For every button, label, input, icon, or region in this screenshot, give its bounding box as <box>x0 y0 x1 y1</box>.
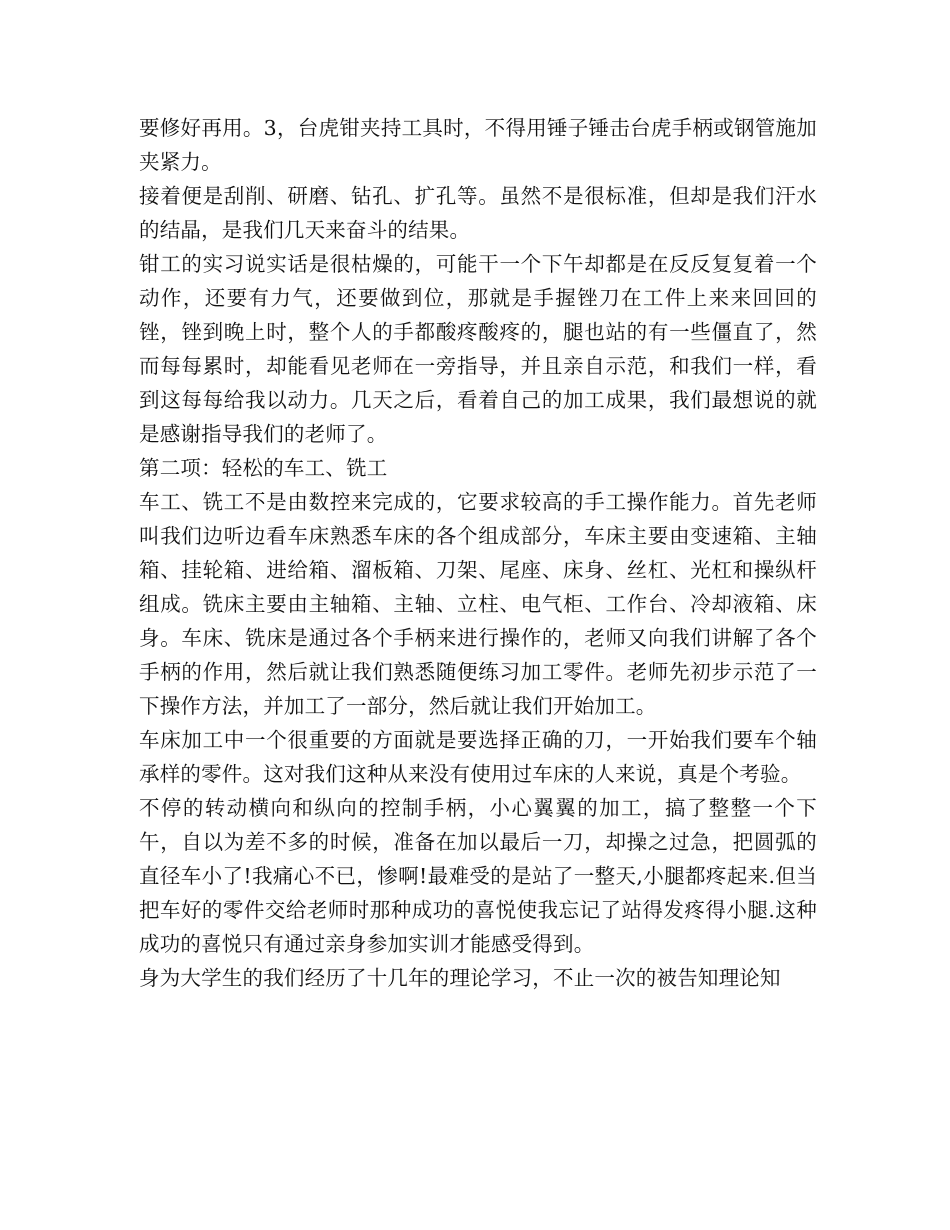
paragraph-2: 接着便是刮削、研磨、钻孔、扩孔等。虽然不是很标准，但却是我们汗水的结晶，是我们几天来奋斗的结果。 <box>139 184 817 242</box>
section-heading: 第二项：轻松的车工、铣工 <box>139 456 388 480</box>
paragraph-5: 车床加工中一个很重要的方面就是要选择正确的刀，一开始我们要车个轴承样的零件。这对我们这种从来没有使用过车床的人来说，真是个考验。 <box>139 728 817 786</box>
paragraph-6: 不停的转动横向和纵向的控制手柄，小心翼翼的加工，搞了整整一个下午，自以为差不多的时候，准备在加以最后一刀，却操之过急，把圆弧的直径车小了!我痛心不已，惨啊!最难受的是站了一整天,小腿都疼起来.但当把车好的零件交给老师时那种成功的喜悦使我忘记了站得发疼得小腿.这种成功的喜悦只有通过亲身参加实训才能感受得到。 <box>139 796 817 956</box>
paragraph-3: 钳工的实习说实话是很枯燥的，可能干一个下午却都是在反反复复着一个动作，还要有力气，还要做到位，那就是手握锉刀在工件上来来回回的锉，锉到晚上时，整个人的手都酸疼酸疼的，腿也站的有一些僵直了，然而每每累时，却能看见老师在一旁指导，并且亲自示范，和我们一样，看到这每每给我以动力。几天之后，看着自己的加工成果，我们最想说的就是感谢指导我们的老师了。 <box>139 252 817 446</box>
document-page <box>139 111 817 995</box>
paragraph-1: 要修好再用。3，台虎钳夹持工具时，不得用锤子锤击台虎手柄或钢管施加夹紧力。 <box>139 116 817 174</box>
paragraph-4: 车工、铣工不是由数控来完成的，它要求较高的手工操作能力。首先老师叫我们边听边看车床熟悉车床的各个组成部分，车床主要由变速箱、主轴箱、挂轮箱、进给箱、溜板箱、刀架、尾座、床身、丝杠、光杠和操纵杆组成。铣床主要由主轴箱、主轴、立柱、电气柜、工作台、冷却液箱、床身。车床、铣床是通过各个手柄来进行操作的，老师又向我们讲解了各个手柄的作用，然后就让我们熟悉随便练习加工零件。老师先初步示范了一下操作方法，并加工了一部分，然后就让我们开始加工。 <box>139 490 817 718</box>
paragraph-7: 身为大学生的我们经历了十几年的理论学习，不止一次的被告知理论知 <box>139 966 781 990</box>
